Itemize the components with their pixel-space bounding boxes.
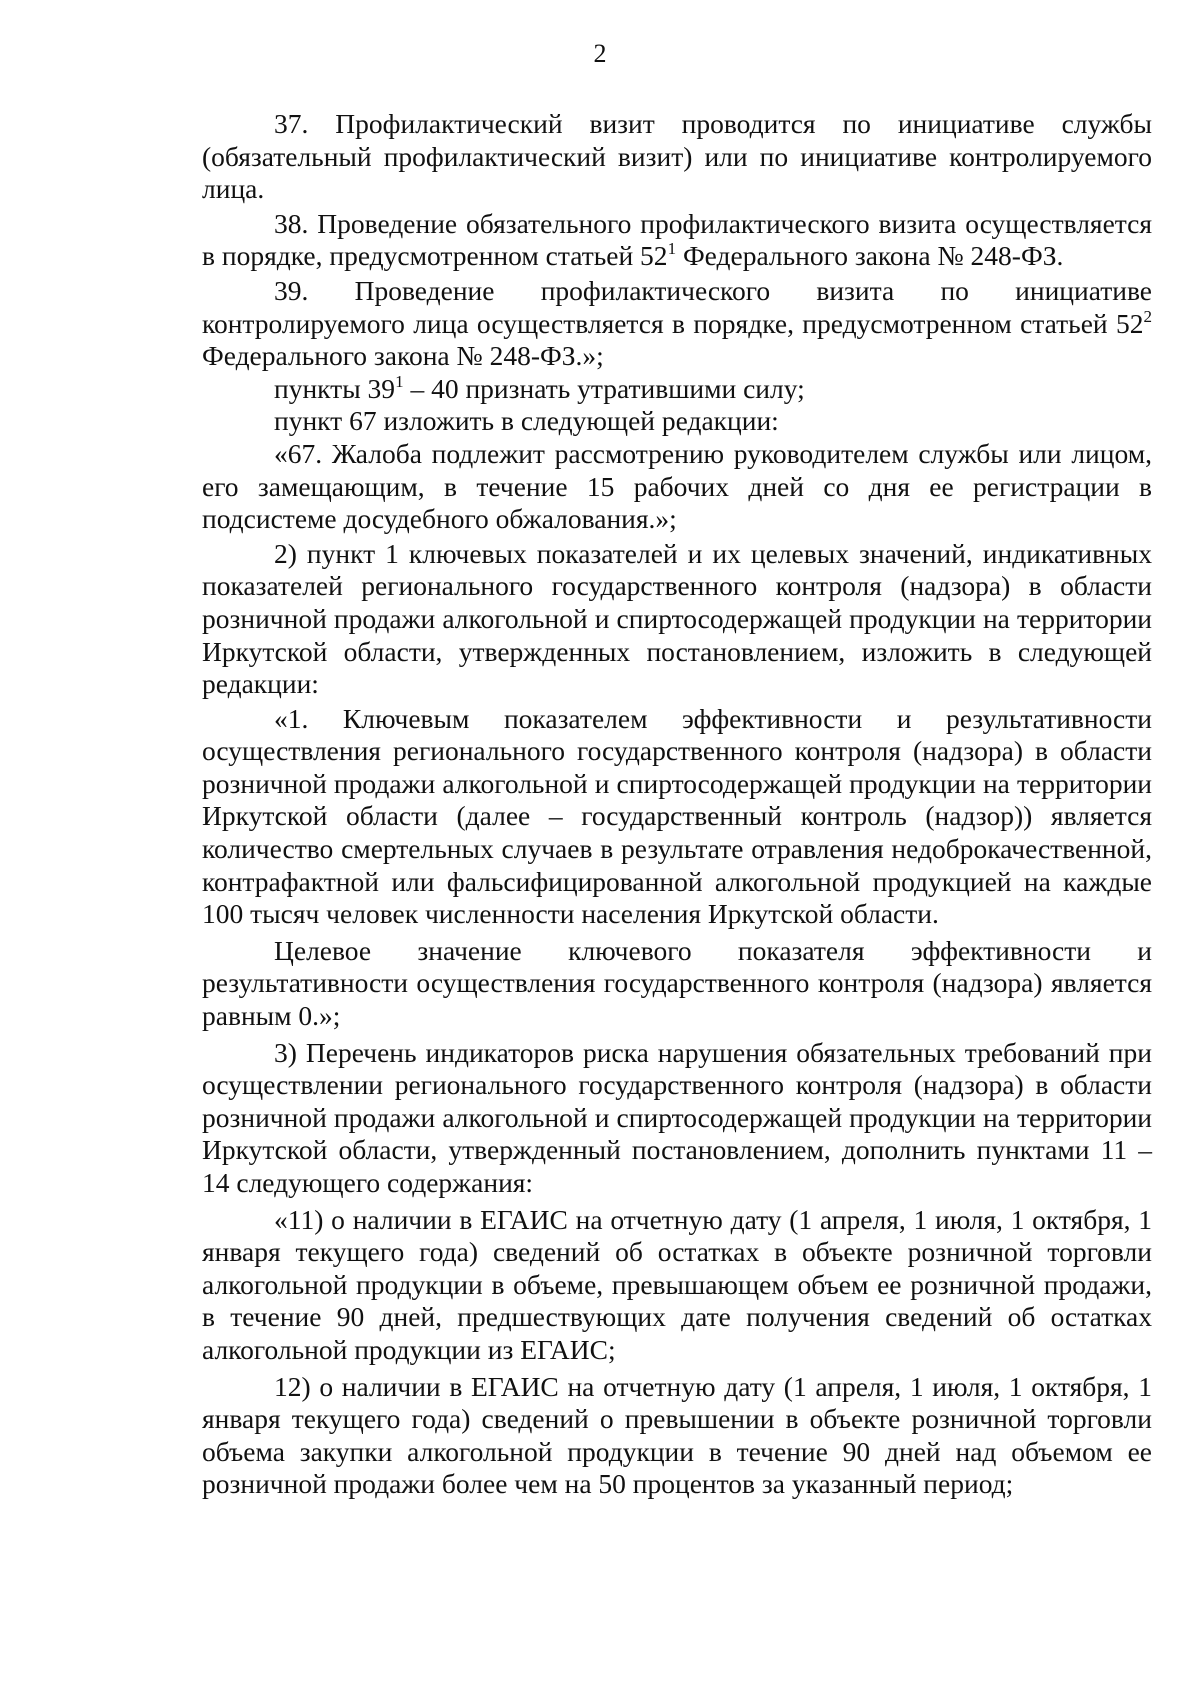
paragraph-target-value: Целевое значение ключевого показателя эффективности и результативности осуществления государственного контроля (надзора) является равным 0.»; bbox=[202, 934, 1152, 1032]
paragraph-67-intro: пункт 67 изложить в следующей редакции: bbox=[274, 405, 779, 437]
paragraph-39-text-after: Федерального закона № 248-ФЗ.»; bbox=[202, 340, 604, 372]
paragraph-38-text-after: Федерального закона № 248-ФЗ. bbox=[676, 240, 1064, 272]
paragraph-39-text-before: 39. Проведение профилактического визита по инициативе контролируемого лица осуществляется в порядке, предусмотренном статьей 52 bbox=[202, 274, 1152, 339]
paragraph-38-superscript: 1 bbox=[667, 239, 677, 259]
paragraph-39-1-text-after: – 40 признать утратившими силу; bbox=[403, 372, 805, 404]
paragraph-67: «67. Жалоба подлежит рассмотрению руководителем службы или лицом, его замещающим, в течение 15 рабочих дней со дня ее регистрации в подсистеме досудебного обжалования.»; bbox=[202, 437, 1152, 535]
paragraph-38 bbox=[202, 208, 1152, 273]
page-number: 2 bbox=[593, 39, 607, 68]
paragraph-39 bbox=[202, 275, 1152, 373]
document-body bbox=[202, 108, 1152, 1501]
paragraph-item-3: 3) Перечень индикаторов риска нарушения обязательных требований при осуществлении регионального государственного контроля (надзора) в области розничной продажи алкогольной и спиртосодержащей продукции на территории Иркутской области, утвержденный постановлением, дополнить пунктами 11 – 14 следующего содержания: bbox=[202, 1036, 1152, 1198]
paragraph-39-superscript: 2 bbox=[1143, 306, 1152, 326]
paragraph-39-1-repeal bbox=[202, 373, 1152, 406]
paragraph-37: 37. Профилактический визит проводится по инициативе службы (обязательный профилактический визит) или по инициативе контролируемого лица. bbox=[202, 108, 1152, 205]
paragraph-key-indicator-1: «1. Ключевым показателем эффективности и результативности осуществления регионального государственного контроля (надзора) в области розничной продажи алкогольной и спиртосодержащей продукции на территории Иркутской области (далее – государственный контроль (надзор)) является количество смертельных случаев в результате отравления недоброкачественной, контрафактной или фальсифицированной алкогольной продукцией на каждые 100 тысяч человек численности населения Иркутской области. bbox=[202, 702, 1152, 930]
paragraph-39-1-text-before: пункты 39 bbox=[274, 372, 396, 404]
paragraph-indicator-12: 12) о наличии в ЕГАИС на отчетную дату (1 апреля, 1 июля, 1 октября, 1 января текущего года) сведений о превышении в объекте розничной торговли объема закупки алкогольной продукции в течение 90 дней над объемом ее розничной продажи более чем на 50 процентов за указанный период; bbox=[202, 1370, 1152, 1500]
paragraph-39-1-superscript: 1 bbox=[395, 371, 404, 391]
paragraph-38-text-before: 38. Проведение обязательного профилактического визита осуществляется в порядке, предусмотренном статьей 52 bbox=[202, 207, 1152, 272]
paragraph-item-2: 2) пункт 1 ключевых показателей и их целевых значений, индикативных показателей регионального государственного контроля (надзора) в области розничной продажи алкогольной и спиртосодержащей продукции на территории Иркутской области, утвержденных постановлением, изложить в следующей редакции: bbox=[202, 537, 1152, 700]
paragraph-indicator-11: «11) о наличии в ЕГАИС на отчетную дату (1 апреля, 1 июля, 1 октября, 1 января текущего года) сведений об остатках в объекте розничной торговли алкогольной продукции в объеме, превышающем объем ее розничной продажи, в течение 90 дней, предшествующих дате получения сведений об остатках алкогольной продукции из ЕГАИС; bbox=[202, 1203, 1152, 1365]
